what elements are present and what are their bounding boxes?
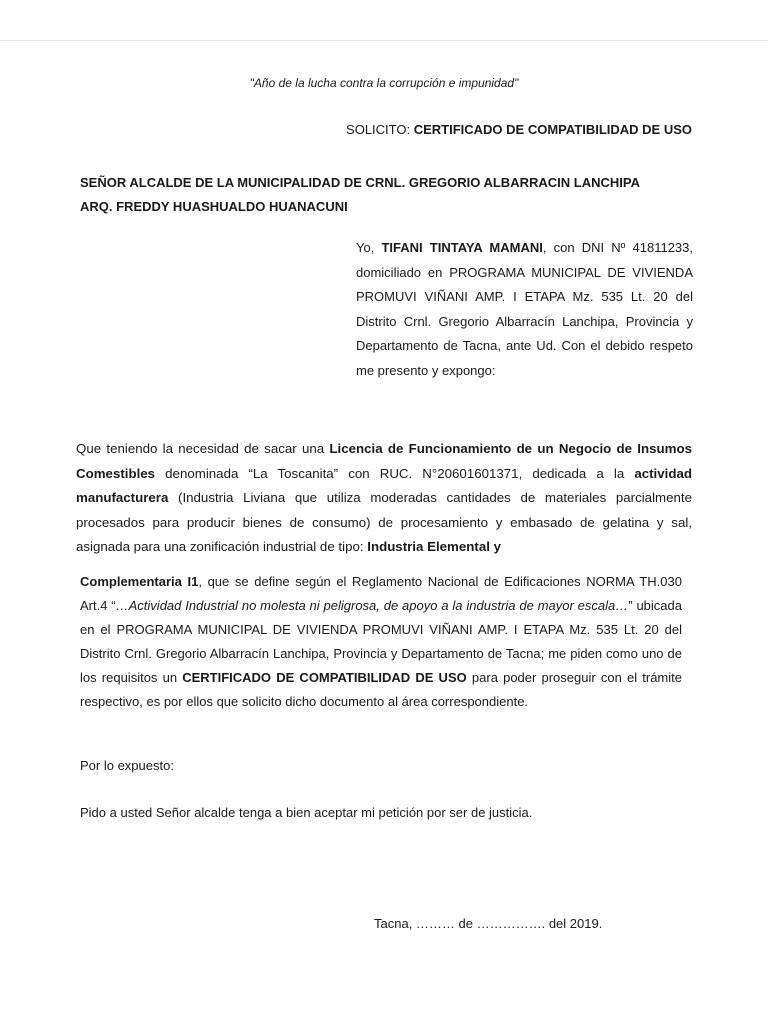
intro-prefix: Yo, — [356, 240, 382, 255]
body2-text-2: ” ubicada en el PROGRAMA MUNICIPAL DE VIVIENDA PROMUVI VIÑANI AMP. I ETAPA Mz. 535 Lt. 20 del Distrito Crnl. Gregorio Albarracín Lanchipa, Provincia y Departamento de Tacna; me piden como uno de los requisitos un — [80, 598, 682, 685]
norm-quote: …Actividad Industrial no molesta ni peligrosa, de apoyo a la industria de mayor escala… — [115, 598, 629, 613]
applicant-introduction — [356, 236, 693, 383]
zoning-type-start: Industria Elemental y — [367, 539, 501, 554]
certificate-name: CERTIFICADO DE COMPATIBILIDAD DE USO — [182, 670, 467, 685]
zoning-type-end: Complementaria I1 — [80, 574, 199, 589]
closing-phrase: Por lo expuesto: — [80, 758, 174, 773]
addressee-line-1: SEÑOR ALCALDE DE LA MUNICIPALIDAD DE CRNL. GREGORIO ALBARRACIN LANCHIPA — [80, 175, 640, 190]
petition-line: Pido a usted Señor alcalde tenga a bien aceptar mi petición por ser de justicia. — [80, 805, 533, 820]
body2-text-1: , que se define según el Reglamento Nacional de Edificaciones NORMA TH.030 Art.4 “ — [80, 574, 682, 613]
date-line: Tacna, ……… de ……………. del 2019. — [374, 916, 603, 931]
license-type: Licencia de Funcionamiento de un Negocio de Insumos Comestibles — [76, 441, 692, 481]
addressee-block — [80, 171, 700, 219]
year-motto: "Año de la lucha contra la corrupción e impunidad" — [249, 76, 519, 90]
activity-type: actividad manufacturera — [76, 465, 692, 505]
intro-rest: , con DNI Nº 41811233, domiciliado en PROGRAMA MUNICIPAL DE VIVIENDA PROMUVI VIÑANI AMP. I ETAPA Mz. 535 Lt. 20 del Distrito Crnl. Gregorio Albarracín Lanchipa, Provincia y Departamento de Tacna, ante Ud. Con el debido respeto me presento y expongo: — [356, 240, 694, 378]
page-top-divider — [0, 40, 768, 41]
body1-text-3: (Industria Liviana que utiliza moderadas cantidades de materiales parcialmente procesados para producir bienes de consumo) de procesamiento y embasado de gelatina y sal, asignada para una zonificación industrial de tipo: — [76, 490, 692, 554]
subject-prefix: SOLICITO: — [346, 122, 414, 137]
request-subject — [346, 122, 692, 137]
body2-text-3: para poder proseguir con el trámite respectivo, es por ellos que solicito dicho documento al área correspondiente. — [80, 670, 682, 709]
subject-title: CERTIFICADO DE COMPATIBILIDAD DE USO — [413, 122, 692, 137]
addressee-line-2: ARQ. FREDDY HUASHUALDO HUANACUNI — [80, 199, 348, 214]
body-paragraph-1 — [76, 437, 692, 560]
body-paragraph-2 — [80, 570, 682, 714]
body1-text-2: denominada “La Toscanita” con RUC. N°20601601371, dedicada a la — [155, 465, 635, 481]
body1-text-1: Que teniendo la necesidad de sacar una — [76, 441, 330, 456]
applicant-name: TIFANI TINTAYA MAMANI — [381, 240, 543, 255]
